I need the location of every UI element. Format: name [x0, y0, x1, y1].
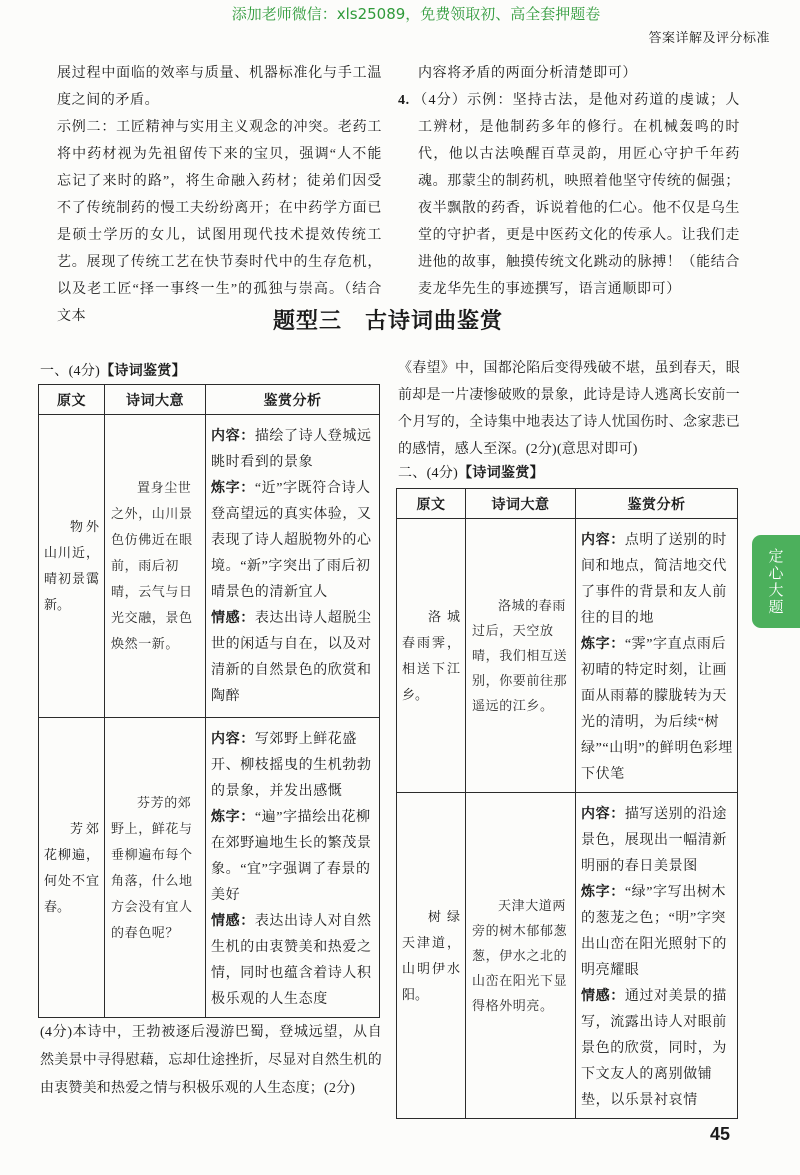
question-number: 一、(4分): [40, 364, 101, 379]
header-meaning: 诗词大意: [105, 385, 206, 415]
analysis-text: 表达出诗人对自然生机的由衷赞美和热爱之情，同时也蕴含着诗人积极乐观的人生态度: [211, 914, 372, 1007]
question-2-heading: [398, 462, 544, 486]
question-1-heading: [40, 360, 186, 384]
analysis-item: [581, 802, 734, 880]
analysis-text: “绿”字写出树木的葱茏之色；“明”字突出山峦在阳光照射下的明亮耀眼: [581, 885, 727, 978]
table-row: [39, 718, 380, 1018]
original-cell: [39, 718, 105, 1018]
analysis-item: [581, 632, 734, 788]
analysis-label: 炼字：: [211, 481, 255, 496]
header-meaning: 诗词大意: [466, 489, 576, 519]
table-row: [39, 415, 380, 718]
header-analysis: 鉴赏分析: [206, 385, 380, 415]
analysis-text: 写郊野上鲜花盛开、柳枝摇曳的生机勃勃的景象，并发出感慨: [211, 732, 372, 799]
analysis-label: 内容：: [211, 732, 255, 747]
analysis-label: 炼字：: [581, 885, 625, 900]
paragraph: 展过程中面临的效率与质量、机器标准化与手工温度之间的矛盾。: [57, 66, 382, 108]
question-1-summary: (4分)本诗中，王勃被逐后漫游巴蜀，登城远望，从自然美景中寻得慰藉，忘却仕途挫折，尽显对自然生机的由衷赞美和热爱之情与积极乐观的人生态度；(2分): [40, 1025, 382, 1096]
analysis-item: [211, 606, 376, 710]
analysis-text: 描绘了诗人登城远眺时看到的景象: [211, 429, 372, 470]
analysis-label: 内容：: [581, 533, 625, 548]
meaning-text: 芬芳的郊野上，鲜花与垂柳遍布每个角落，什么地方会没有宜人的春色呢？: [111, 794, 193, 940]
running-header: 答案详解及评分标准: [648, 31, 770, 46]
question-1-continued: 《春望》中，国都沦陷后变得残破不堪，虽到春天，眼前却是一片凄惨破败的景象，此诗是诗人逃离长安前一个月写的，全诗集中地表达了诗人忧国伤时、念家悲已的感情，感人至深。(2分)(意思对即可): [398, 361, 740, 457]
top-right-text: [398, 60, 740, 303]
poem-analysis-table-1: [38, 384, 380, 1018]
analysis-label: 情感：: [211, 611, 255, 626]
meaning-cell: [466, 519, 576, 793]
analysis-cell: [206, 718, 380, 1018]
analysis-cell: [576, 793, 738, 1119]
question-tag: 【诗词鉴赏】: [458, 466, 544, 481]
table-row: [397, 519, 738, 793]
analysis-item: [211, 424, 376, 476]
analysis-label: 内容：: [211, 429, 255, 444]
analysis-item: [581, 984, 734, 1114]
analysis-label: 情感：: [581, 989, 625, 1004]
meaning-cell: [105, 415, 206, 718]
analysis-item: [211, 805, 376, 909]
analysis-label: 情感：: [211, 914, 255, 929]
analysis-text: 表达出诗人超脱尘世的闲适与自在，以及对清新的自然景色的欣赏和陶醉: [211, 611, 372, 704]
table-row: [397, 793, 738, 1119]
analysis-label: 炼字：: [581, 637, 625, 652]
original-text: 物外山川近，晴初景霭新。: [44, 519, 99, 612]
page-number: 45: [709, 1124, 731, 1144]
analysis-cell: [206, 415, 380, 718]
answer-text: （4分）示例：坚持古法，是他对药道的虔诚；人工辨材，是他制药多年的修行。在机械轰鸣的时代，他以古法唤醒百草灵韵，用匠心守护千年药魂。那蒙尘的制药机，映照着他坚守传统的倔强；夜半飘散的药香，诉说着他的仁心。他不仅是乌生堂的守护者，更是中医药文化的传承人。让我们走进他的故事，触摸传统文化跳动的脉搏！（能结合麦龙华先生的事迹撰写，语言通顺即可）: [412, 93, 740, 297]
meaning-text: 洛城的春雨过后，天空放晴，我们相互送别，你要前往那遥远的江乡。: [472, 598, 568, 713]
header-analysis: 鉴赏分析: [576, 489, 738, 519]
side-chapter-tab: [752, 535, 800, 628]
original-cell: [397, 793, 466, 1119]
analysis-item: [211, 476, 376, 606]
analysis-text: 描写送别的沿途景色，展现出一幅清新明丽的春日美景图: [581, 807, 728, 874]
analysis-item: [211, 727, 376, 805]
section-title: 题型三 古诗词曲鉴赏: [272, 309, 503, 334]
analysis-item: [581, 528, 734, 632]
paragraph: 内容将矛盾的两面分析清楚即可）: [418, 66, 637, 81]
table-header-row: [397, 489, 738, 519]
original-cell: [39, 415, 105, 718]
analysis-item: [581, 880, 734, 984]
header-original: 原文: [39, 385, 105, 415]
original-cell: [397, 519, 466, 793]
original-text: 洛城春雨霁，相送下江乡。: [402, 608, 460, 702]
table-header-row: [39, 385, 380, 415]
poem-analysis-table-2: [396, 488, 738, 1119]
analysis-text: 点明了送别的时间和地点，简洁地交代了事件的背景和友人前往的目的地: [581, 533, 728, 626]
header-original: 原文: [397, 489, 466, 519]
question-tag: 【诗词鉴赏】: [100, 364, 186, 379]
analysis-text: 通过对美景的描写，流露出诗人对眼前景色的欣赏，同时，为下文友人的离别做铺垫，以乐景衬哀情: [581, 989, 728, 1108]
meaning-text: 置身尘世之外，山川景色仿佛近在眼前，雨后初晴，云气与日光交融，景色焕然一新。: [111, 480, 193, 651]
paragraph: 示例二：工匠精神与实用主义观念的冲突。老药工将中药材视为先祖留传下来的宝贝，强调“人不能忘记了来时的路”，将生命融入药材；徒弟们因受不了传统制药的慢工夫纷纷离开；在中药学方面已是硕士学历的女儿，试图用现代技术提效传统工艺。展现了传统工艺在快节奏时代中的生存危机，以及老工匠“择一事终一生”的孤独与崇高。（结合文本: [57, 120, 382, 324]
side-tab-label: 定心大题: [766, 547, 785, 616]
original-text: 树绿天津道，山明伊水阳。: [402, 908, 460, 1002]
original-text: 芳郊花柳遍，何处不宜春。: [44, 820, 99, 914]
question-number: 4.: [398, 93, 410, 108]
meaning-cell: [466, 793, 576, 1119]
question-4-answer: [398, 87, 740, 303]
analysis-label: 内容：: [581, 807, 625, 822]
analysis-item: [211, 909, 376, 1013]
promo-banner: 添加老师微信：xls25089，免费领取初、高全套押题卷: [231, 5, 601, 23]
meaning-text: 天津大道两旁的树木郁郁葱葱，伊水之北的山峦在阳光下显得格外明亮。: [472, 898, 568, 1013]
meaning-cell: [105, 718, 206, 1018]
question-number: 二、(4分): [398, 466, 459, 481]
analysis-text: “近”字既符合诗人登高望远的真实体验，又表现了诗人超脱物外的心境。“新”字突出了雨后初晴景色的清新宜人: [211, 481, 372, 600]
top-left-text: [57, 60, 382, 330]
analysis-label: 炼字：: [211, 810, 255, 825]
analysis-text: “霁”字直点雨后初晴的特定时刻，让画面从雨幕的朦胧转为天光的清明，为后续“树绿”“山明”的鲜明色彩埋下伏笔: [581, 637, 733, 782]
analysis-cell: [576, 519, 738, 793]
analysis-text: “遍”字描绘出花柳在郊野遍地生长的繁茂景象。“宜”字强调了春景的美好: [211, 810, 372, 903]
